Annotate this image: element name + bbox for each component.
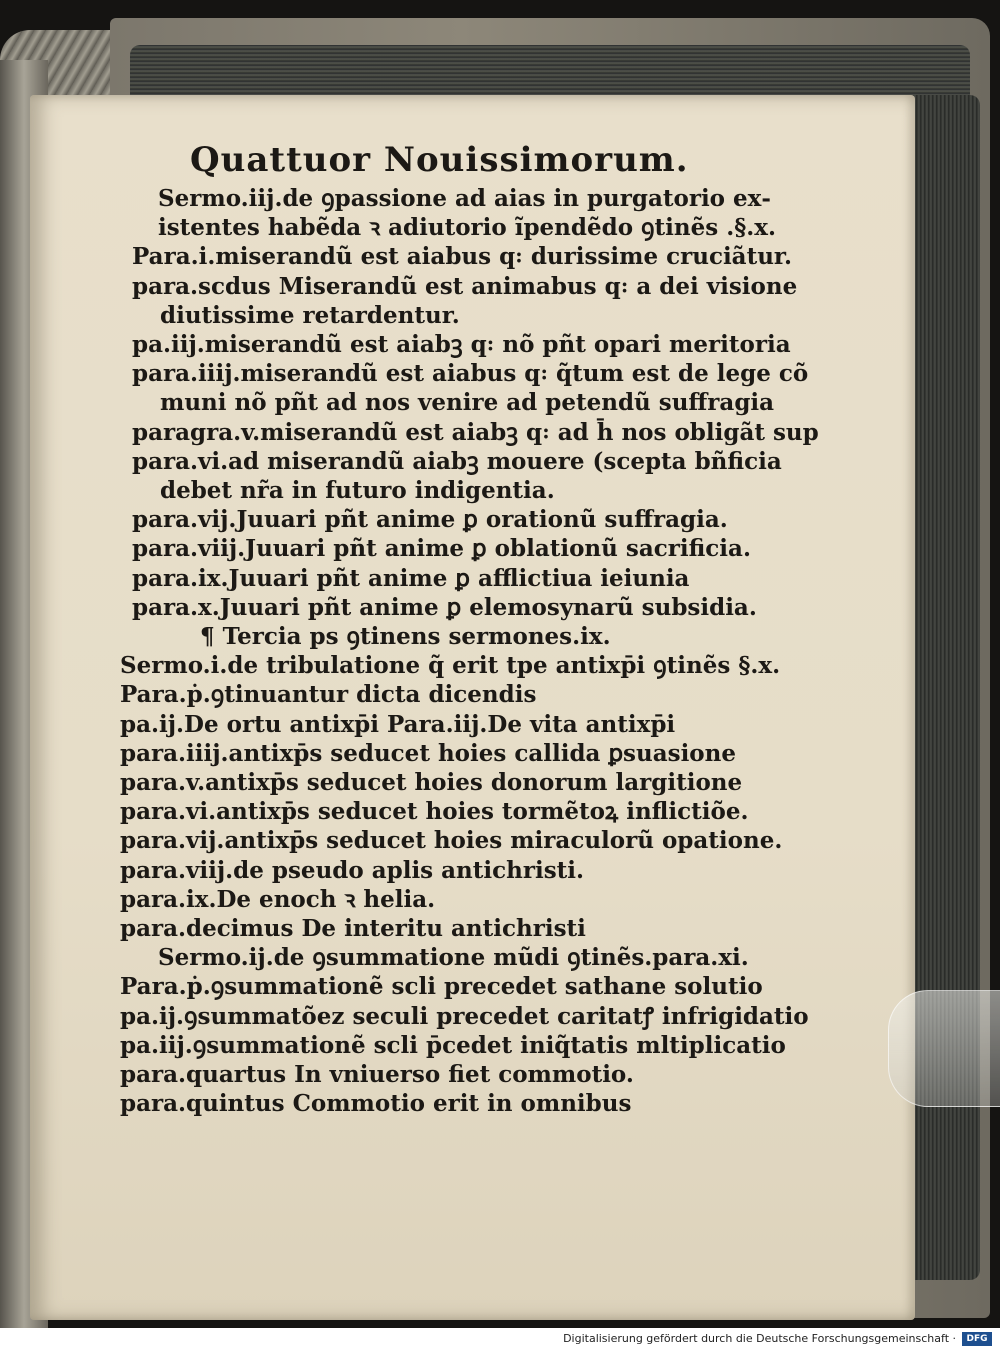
text-line: debet nr̃a in futuro indigentia. xyxy=(160,477,555,505)
text-line: para.viij.Juuari pñt anime ꝑ oblationũ sacrificia. xyxy=(132,535,751,563)
text-line: pa.iij.miserandũ est aiabꝫ q꞉ nõ pñt opari meritoria xyxy=(132,331,791,359)
text-line: para.vi.antixp̄s seducet hoies tormẽtoꝝ inflictiõe. xyxy=(120,798,749,826)
text-line: para.iiij.antixp̄s seducet hoies callida ꝑsuasione xyxy=(120,739,737,767)
text-line: pa.ij.De ortu antixp̄i Para.iij.De vita antixp̄i xyxy=(120,710,676,738)
text-line: diutissime retardentur. xyxy=(160,301,460,329)
text-line: paragra.v.miserandũ est aiabꝫ q꞉ ad h̄ nos obligãt sup xyxy=(132,418,819,446)
section-heading: ¶ Tercia ps ꝯtinens sermones.ix. xyxy=(200,623,611,651)
text-line: para.x.Juuari pñt anime ꝑ elemosynarũ subsidia. xyxy=(132,593,757,621)
text-line: Sermo.i.de tribulatione q̃ erit tpe antixp̄i ꝯtinẽs §.x. xyxy=(120,652,781,680)
text-line: para.vij.antixp̄s seducet hoies miraculorũ opatione. xyxy=(120,827,783,855)
page-clip xyxy=(888,990,1000,1107)
page-title: Quattuor Nouissimorum. xyxy=(190,140,689,180)
text-line: muni nõ pñt ad nos venire ad petendũ suffragia xyxy=(160,389,775,417)
text-line: Para.ṗ.ꝯtinuantur dicta dicendis xyxy=(120,681,537,709)
footer-bar xyxy=(0,1328,1000,1350)
text-line: istentes habẽda ꝛ adiutorio ĩpendẽdo ꝯtinẽs .§.x. xyxy=(158,214,776,242)
text-line: Sermo.ij.de ꝯsummatione mũdi ꝯtinẽs.para.xi. xyxy=(158,944,749,972)
text-line: Sermo.iij.de ꝯpassione ad aias in purgatorio ex‑ xyxy=(158,185,771,212)
text-line: para.vi.ad miserandũ aiabꝫ mouere (scepta bñficia xyxy=(132,447,782,475)
text-line: para.ix.Juuari pñt anime ꝑ afflictiua ieiunia xyxy=(132,564,690,592)
page-text xyxy=(120,140,819,1119)
text-line: Para.i.miserandũ est aiabus q꞉ durissime cruciãtur. xyxy=(132,243,792,271)
text-line: para.quintus Commotio erit in omnibus xyxy=(120,1090,632,1118)
text-line: para.viij.de pseudo aplis antichristi. xyxy=(120,856,585,884)
text-line: para.ix.De enoch ꝛ helia. xyxy=(120,885,436,913)
funding-credit: Digitalisierung gefördert durch die Deutsche Forschungsgemeinschaft · xyxy=(563,1332,956,1345)
text-line: pa.iij.ꝯsummationẽ scli p̄cedet iniq̃tatis mltiplicatio xyxy=(120,1031,786,1059)
text-line: pa.ij.ꝯsummatõez seculi precedet caritatꝭ infrigidatio xyxy=(120,1002,809,1030)
text-line: para.v.antixp̄s seducet hoies donorum largitione xyxy=(120,769,743,797)
text-line: para.vij.Juuari pñt anime ꝑ orationũ suffragia. xyxy=(132,506,728,534)
text-line: para.decimus De interitu antichristi xyxy=(120,915,586,943)
text-line: para.quartus In vniuerso fiet commotio. xyxy=(120,1061,634,1089)
text-line: para.scdus Miserandũ est animabus q꞉ a dei visione xyxy=(132,272,798,300)
text-line: para.iiij.miserandũ est aiabus q꞉ q̃tum est de lege cõ xyxy=(132,360,809,388)
text-line: Para.ṗ.ꝯsummationẽ scli precedet sathane solutio xyxy=(120,973,763,1001)
dfg-logo: DFG xyxy=(962,1332,992,1346)
